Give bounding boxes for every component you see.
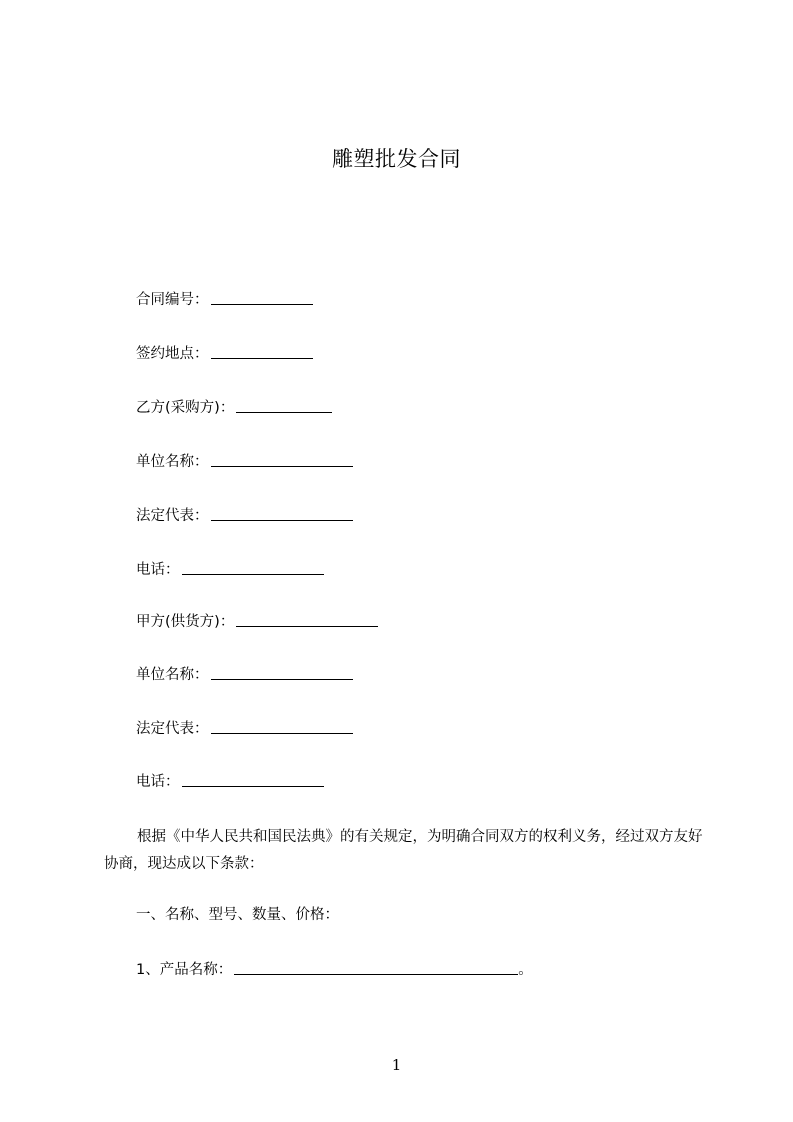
document-title: 雕塑批发合同 [332,147,461,171]
party-b-label: 乙方(采购方)： [136,400,235,416]
party-b-row [136,398,332,418]
item-1-label: 1、产品名称： [136,962,233,978]
sign-place-label: 签约地点： [136,346,209,362]
party-b-blank [236,398,332,413]
party-a-blank [236,612,378,627]
a-phone-blank [182,772,324,787]
sign-place-blank [211,344,313,359]
b-phone-row [136,560,324,580]
a-phone-label: 电话： [136,774,180,790]
party-a-label: 甲方(供货方)： [136,614,235,630]
contract-number-blank [211,290,313,305]
item-1-end: 。 [518,962,533,978]
b-phone-label: 电话： [136,562,180,578]
page-number: 1 [391,1056,402,1074]
contract-number-label: 合同编号： [136,292,209,308]
party-a-row [136,612,378,632]
contract-number-row [136,290,313,310]
a-legal-rep-row [136,719,353,739]
item-1-blank [234,960,518,975]
b-legal-rep-row [136,506,353,526]
a-unit-name-row [136,665,353,685]
b-legal-rep-label: 法定代表： [136,508,209,524]
a-legal-rep-blank [211,719,353,734]
section-1-heading: 一、名称、型号、数量、价格： [136,907,339,923]
sign-place-row [136,344,313,364]
b-unit-name-label: 单位名称： [136,454,209,470]
item-1-row [136,960,533,980]
a-unit-name-label: 单位名称： [136,667,209,683]
b-legal-rep-blank [211,506,353,521]
preamble-paragraph: 根据《中华人民共和国民法典》的有关规定，为明确合同双方的权利义务，经过双方友好协商，现达成以下条款： [104,829,703,872]
b-unit-name-row [136,452,353,472]
a-unit-name-blank [211,665,353,680]
b-phone-blank [182,560,324,575]
b-unit-name-blank [211,452,353,467]
a-phone-row [136,772,324,792]
a-legal-rep-label: 法定代表： [136,721,209,737]
